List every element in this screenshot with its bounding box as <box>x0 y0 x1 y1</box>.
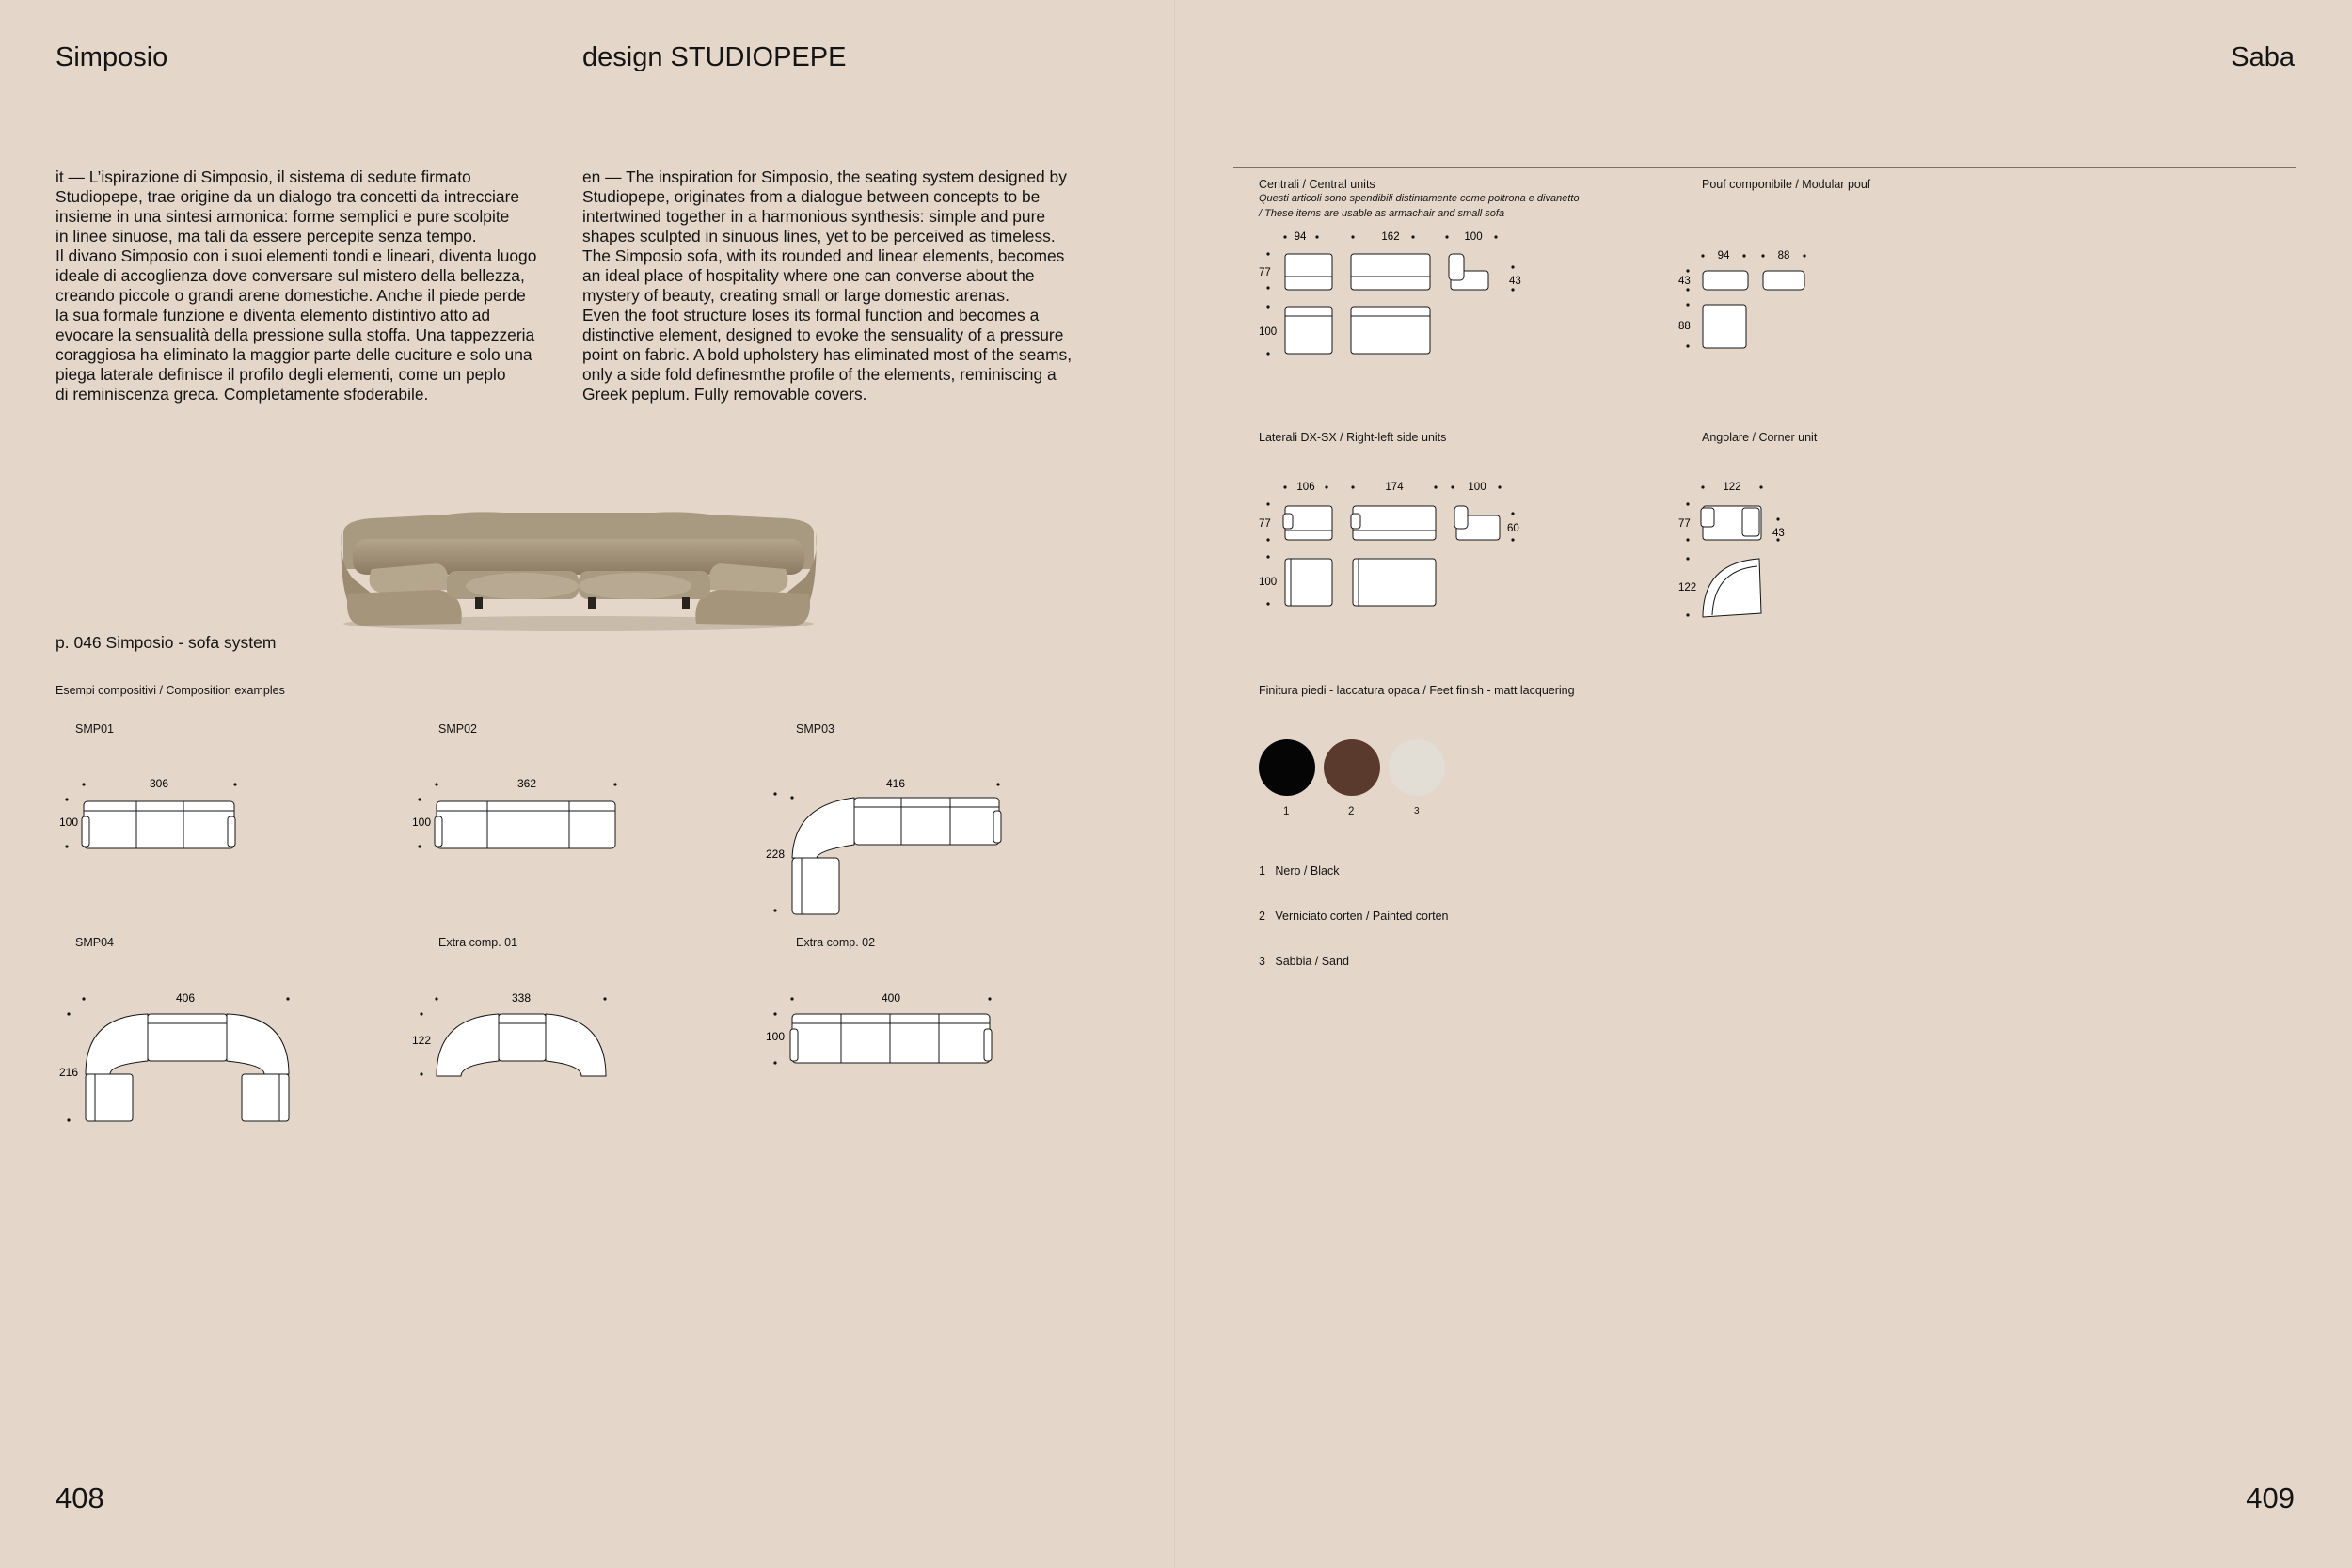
photo-caption: p. 046 Simposio - sofa system <box>56 633 277 652</box>
intro-english: en — The inspiration for Simposio, the seating system designed by Studiopepe, originates from a dialogue between concepts to be intertwined together in a harmonious synthesis: simple and pure shapes sculpted in sinuous lines, yet to be perceived as timeless. The Simposio sofa, with its rounded and linear elements, becomes an ideal place of hospitality where one can converse about the mystery of beauty, creating small or large domestic arenas. Even the foot structure loses its formal function and becomes a distinctive element, designed to evoke the sensuality of a pressure point on fabric. A bold upholstery has eliminated most of the seams, only a side fold definesmthe profile of the elements, reminiscing a Greek peplum. Fully removable covers. <box>582 167 1073 404</box>
comp-label-extra02: Extra comp. 02 <box>796 936 876 949</box>
svg-text:43: 43 <box>1772 528 1785 539</box>
svg-text:60: 60 <box>1507 523 1519 534</box>
extra02-depth: 100 <box>766 1030 786 1043</box>
smp03-width: 416 <box>885 777 906 790</box>
svg-text:162: 162 <box>1381 231 1400 243</box>
smp02-depth: 100 <box>412 816 432 829</box>
svg-text:77: 77 <box>1678 518 1691 530</box>
extra02-width: 400 <box>881 991 901 1005</box>
pouf-drawing <box>1675 245 1835 357</box>
svg-text:122: 122 <box>1723 482 1741 493</box>
smp03-drawing <box>762 771 1016 922</box>
smp02-drawing <box>405 771 630 856</box>
central-units-note: Questi articoli sono spendibili distintamente come poltrona e divanetto <box>1259 193 1580 204</box>
legend-item: 1 Nero / Black <box>1259 864 1340 878</box>
extra01-depth: 122 <box>412 1034 432 1047</box>
central-units-note-en: / These items are usable as armachair and small sofa <box>1259 208 1505 219</box>
swatch-num-2: 2 <box>1348 806 1355 817</box>
pouf-title: Pouf componibile / Modular pouf <box>1702 178 1871 191</box>
corner-unit-title: Angolare / Corner unit <box>1702 431 1818 444</box>
brand-name: Saba <box>2231 42 2295 72</box>
svg-text:94: 94 <box>1717 250 1730 261</box>
swatch-corten <box>1324 739 1380 796</box>
svg-text:122: 122 <box>1678 582 1697 594</box>
comp-label-extra01: Extra comp. 01 <box>438 936 518 949</box>
svg-text:43: 43 <box>1678 276 1691 287</box>
svg-text:100: 100 <box>1259 577 1278 588</box>
extra01-width: 338 <box>511 991 532 1005</box>
sofa-photo <box>334 503 823 635</box>
smp04-depth: 216 <box>59 1066 79 1079</box>
smp04-drawing <box>56 988 300 1129</box>
svg-text:43: 43 <box>1509 276 1521 287</box>
intro-italian: it — L’ispirazione di Simposio, il sistema di sedute firmato Studiopepe, trae origine da un dialogo tra concetti da intrecciare insieme in una sintesi armonica: forme semplici e pure scolpite in linee sinuose, ma tali da essere percepite senza tempo. Il divano Simposio con i suoi elementi tondi e lineari, diventa luogo ideale di accoglienza dove conversare sul mistero della bellezza, creando piccole o grandi arene domestiche. Anche il piede perde la sua formale funzione e diventa elemento distintivo atto ad evocare la sensualità della pressione sulla stoffa. Una tappezzeria coraggiosa ha eliminato la maggior parte delle cuciture e solo una piega laterale definisce il profilo degli elementi, come un peplo di reminiscenza greca. Completamente sfoderabile. <box>56 167 537 404</box>
smp02-width: 362 <box>516 777 537 790</box>
smp03-depth: 228 <box>766 847 786 861</box>
smp01-depth: 100 <box>59 816 79 829</box>
side-units-title: Laterali DX-SX / Right-left side units <box>1259 431 1447 444</box>
svg-text:94: 94 <box>1294 231 1307 243</box>
central-units-drawing <box>1251 226 1534 357</box>
comp-label-smp03: SMP03 <box>796 722 834 736</box>
finish-legend <box>1259 833 1449 984</box>
legend-item: 3 Sabbia / Sand <box>1259 955 1349 968</box>
svg-text:100: 100 <box>1468 482 1486 493</box>
comp-label-smp02: SMP02 <box>438 722 477 736</box>
central-units-title: Centrali / Central units <box>1259 178 1375 191</box>
composition-heading: Esempi compositivi / Composition examples <box>56 684 285 697</box>
side-units-drawing <box>1251 476 1534 617</box>
extra01-drawing <box>405 988 630 1091</box>
section-rule <box>1233 167 2296 168</box>
swatch-sand <box>1389 739 1445 796</box>
designer-credit: design STUDIOPEPE <box>582 42 847 72</box>
finish-title: Finitura piedi - laccatura opaca / Feet finish - matt lacquering <box>1259 684 1575 697</box>
svg-text:100: 100 <box>1464 231 1483 243</box>
smp01-drawing <box>56 771 262 856</box>
swatch-num-3: 3 <box>1414 806 1420 816</box>
svg-text:100: 100 <box>1259 326 1278 338</box>
legend-item: 2 Verniciato corten / Painted corten <box>1259 910 1449 923</box>
extra02-drawing <box>762 988 1016 1072</box>
svg-text:77: 77 <box>1259 267 1271 278</box>
smp04-width: 406 <box>175 991 196 1005</box>
page-number-right: 409 <box>2246 1481 2295 1514</box>
svg-text:88: 88 <box>1777 250 1790 261</box>
svg-text:174: 174 <box>1385 482 1404 493</box>
page-number-left: 408 <box>56 1481 104 1514</box>
svg-text:106: 106 <box>1296 482 1315 493</box>
comp-label-smp01: SMP01 <box>75 722 114 736</box>
smp01-width: 306 <box>149 777 169 790</box>
svg-text:77: 77 <box>1259 518 1271 530</box>
svg-text:88: 88 <box>1678 321 1691 332</box>
comp-label-smp04: SMP04 <box>75 936 114 949</box>
collection-title: Simposio <box>56 42 168 72</box>
corner-unit-drawing <box>1675 476 1816 626</box>
page-gutter <box>1174 0 1175 1568</box>
swatch-num-1: 1 <box>1283 806 1290 817</box>
swatch-black <box>1259 739 1315 796</box>
